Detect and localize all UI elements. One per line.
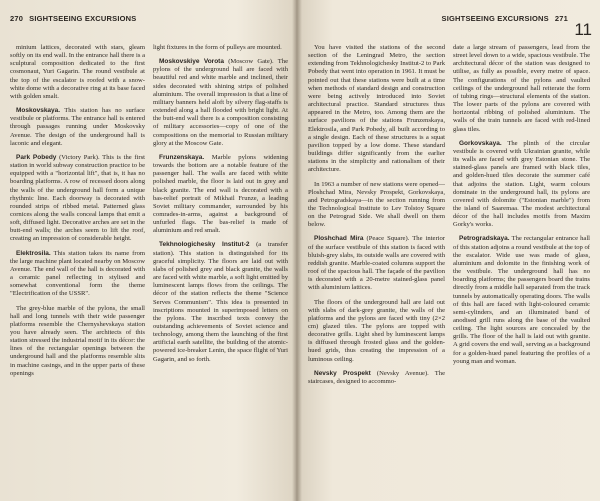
right-running-head [308, 14, 590, 30]
paragraph [10, 305, 145, 378]
paragraph [453, 140, 590, 230]
paragraph [153, 58, 288, 148]
paragraph-text: This station has no surface vestibule or platforms. The entrance hall is entered through passages running under Moskovsky Avenue. The design of the underground hall is laconic and elegant. [10, 107, 145, 147]
paragraph [308, 44, 445, 175]
station-heading: Tekhnologichesky Institut-2 [159, 241, 250, 249]
paragraph-text: The floors of the underground hall are laid out with slabs of dark-grey granite, the walls of the platforms and the pylons are faced with tiny (2×2 cm) glazed tiles. The pylons are topped with decorative grills. Light shed by luminescent lamps is diffused through frosted glass and the golden-hued grids, thus creating the impression of a luminous ceiling. [308, 298, 445, 363]
paragraph-text: The plinth of the circular vestibule is covered with Ukrainian granite, while its walls are faced with grey Estonian stone. The stained-glass panels are framed with black tiles, and golden-hued tiles decorate the summer café that adjoins the station. Light, warm colours dominate in the underground hall, its pylons are covered with dolomite ("Estonian marble") from the island of Saaremaa. The modest architectural décor of the hall includes motifs from Maxim Gorky's works. [453, 139, 590, 229]
station-heading: Frunzenskaya. [159, 153, 205, 161]
station-heading: Ploshchad Mira [314, 235, 364, 243]
station-heading: Moskovskaya. [16, 107, 61, 115]
paragraph [10, 154, 145, 244]
left-page-number: 270 [10, 14, 24, 23]
paragraph [153, 44, 288, 52]
paragraph-text: (Nevsky Avenue). The staircases, designed to accommo- [308, 369, 445, 385]
paragraph-text: light fixtures in the form of pulleys are mounted. [153, 44, 282, 51]
paragraph-text: (Peace Square). The interior of the surface vestibule of this station is faced with bluish-grey slabs, its outside walls are covered with reddish granite. Marble-coated columns support the roof of the spacious hall. The façade of the pavilion is decorated with a 20-metre stained-glass panel with aluminium lattices. [308, 235, 446, 292]
paragraph-text: The grey-blue marble of the pylons, the small hall and long tunnels with their wide passenger platforms resemble the Chernyshevskaya station you have already seen. The architects of this station stressed the industrial motif in its décor: the lines of the rectangular openings between the underground hall and the platforms resemble slits in machine casings, and in the upper parts of these openings [10, 304, 145, 377]
paragraph-text: This station takes its name from the large machine plant located nearby on Moscow Avenue. The end wall of the hall is decorated with a ceramic panel reflecting in stylised and somewhat conventional form the theme "Electrification of the USSR". [10, 249, 145, 298]
paragraph [308, 299, 445, 364]
left-running-head [10, 14, 288, 30]
right-column-1 [308, 44, 445, 392]
left-running-title: SIGHTSEEING EXCURSIONS [29, 14, 137, 23]
left-column-1 [10, 44, 145, 384]
station-heading: Moskovskiye Vorota [159, 58, 224, 66]
right-running-title: SIGHTSEEING EXCURSIONS [441, 14, 549, 23]
paragraph-text: minium lattices, decorated with stars, gleam softly on its end wall. In the entrance hall there is a sculptural composition dedicated to the first cosmonaut, Yuri Gagarin. The round vestibule at the top of the escalator is roofed with a snow-white dome with a decorative ring at its base faced with golden smalt. [10, 44, 145, 100]
right-page [296, 0, 600, 501]
paragraph [10, 107, 145, 148]
paragraph [153, 154, 288, 236]
right-column-2 [453, 44, 590, 392]
paragraph [153, 241, 288, 363]
station-heading: Petrogradskaya. [459, 235, 510, 243]
station-heading: Elektrosila. [16, 249, 51, 257]
station-heading: Gorkovskaya. [459, 139, 502, 147]
left-page [0, 0, 296, 501]
paragraph-text: date a large stream of passengers, lead from the street level down to a wide, spacious vestibule. The architectural décor of the station was designed to utilise, as fully as possible, every metre of space. The configurations of the pylons and vaulted ceilings of the underground hall reiterate the form of tubing rings—structural elements of the station. The lower parts of the pylons are covered with horizontal ribbing of polished aluminium. The walls of the train tunnels are faced with red-lined glass tiles. [453, 44, 590, 133]
left-column-2 [153, 44, 288, 384]
paragraph-text: (a transfer station). This station is distinguished for its graceful simplicity. The floors are laid out with slabs of polished grey and black granite, the walls are faced with white marble, a soft light emitted by luminescent lamps flows from the ceilings. The décor of the station reflects the theme "Science Serves Communism". This idea is presented in inscriptions mounted in superimposed letters on the pylons. The inscribed texts convey the outstanding achievements of Soviet science and technology, among them the launching of the first artificial earth satellite, the building of the atomic-powered ice-breaker Lenin, the space flight of Yuri Gagarin, and so forth. [153, 241, 288, 363]
paragraph-text: In 1963 a number of new stations were opened—Ploshchad Mira, Nevsky Prospekt, Gorkovskaya, and Petrogradskaya—in the section running from the Technological Institute to Lev Tolstoy Square on the Petrograd Side. We shall dwell on them below. [308, 180, 445, 229]
right-page-number: 271 [554, 14, 568, 23]
paragraph [308, 370, 445, 386]
station-heading: Park Pobedy [16, 153, 57, 161]
paragraph [10, 44, 145, 101]
paragraph-text: (Moscow Gate). The pylons of the underground hall are faced with beautiful red and white marble and inclined, their sides decorated with shining strips of polished aluminium. The overall impression is that a line of military banners held aloft by silvery flag-staffs is extended along a hall flooded with bright light. At the butt-end wall there is a composition consisting of military accessories—copy of one of the compositions on the memorial to Russian military glory at the Moscow Gate. [153, 58, 288, 147]
paragraph [453, 44, 590, 134]
paragraph-text: You have visited the stations of the second section of the Leningrad Metro, the section extending from Tekhnologichesky Institut-2 to Park Pobedy that went into operation in 1961. It must be pointed out that these stations were built at a time when methods of standard design and construction were being actively introduced into Soviet architectural practice. Standard structures thus appeared in the Metro, too. Among them are the surface pavilions of the stations Frunzenskaya, Elektrosila, and Park Pobedy, all built according to a single design. Each of these structures is a squat pavilion topped by a low dome. These standard buildings differ significantly from the earlier stations in the simplicity and rationalism of their architecture. [308, 44, 445, 174]
paragraph [308, 235, 445, 292]
book-gutter-shadow [292, 0, 302, 501]
station-heading: Nevsky Prospekt [314, 369, 371, 377]
right-columns [308, 44, 590, 392]
paragraph [308, 181, 445, 230]
paragraph-text: Marble pylons widening towards the bottom are a notable feature of the passenger hall. The walls are faced with white polished marble, the floor is laid out in grey and black granite. The end wall is decorated with a bas-relief portrait of Mikhail Frunze, a leading Soviet military commander, surrounded by his comrades-in-arms, against a background of unfurled flags. The bas-relief is made of aluminium and red smalt. [153, 153, 288, 235]
left-columns [10, 44, 288, 384]
chapter-number: 11 [574, 20, 592, 39]
paragraph [453, 235, 590, 366]
paragraph-text: The rectangular entrance hall of this station adjoins a round vestibule at the top of the escalator. Wide use was made of glass, aluminium and dolomite in the finishing work of the vestibule. The underground hall has no boarding platforms; the passengers board the trains directly from a middle hall separated from the track tunnels by automatically operating doors. The walls of this hall are faced with light-coloured ceramic semi-cylinders, and an illuminated band of anodised grill runs along the base of the vaulted ceiling. The light sources are concealed by the grills. The floor of the hall is laid out with granite. A grid covers the end wall, serving as a background for a golden-hued panel featuring the profiles of a young man and woman. [453, 235, 590, 365]
paragraph [10, 250, 145, 299]
paragraph-text: (Victory Park). This is the first station in world subway construction practice to be equipped with a "horizontal lift", that is, it has no boarding platforms. A row of recessed doors along the walls of the underground hall form a unique rhythmic line. Each doorway is decorated with rounded strips of ribbed metal. Patterned glass cornices along the walls conceal lamps that emit a soft, diffused light. Decorative arches are set in the butt-end walls; the arches seem to lift the roof, creating an impression of considerable height. [10, 153, 145, 243]
